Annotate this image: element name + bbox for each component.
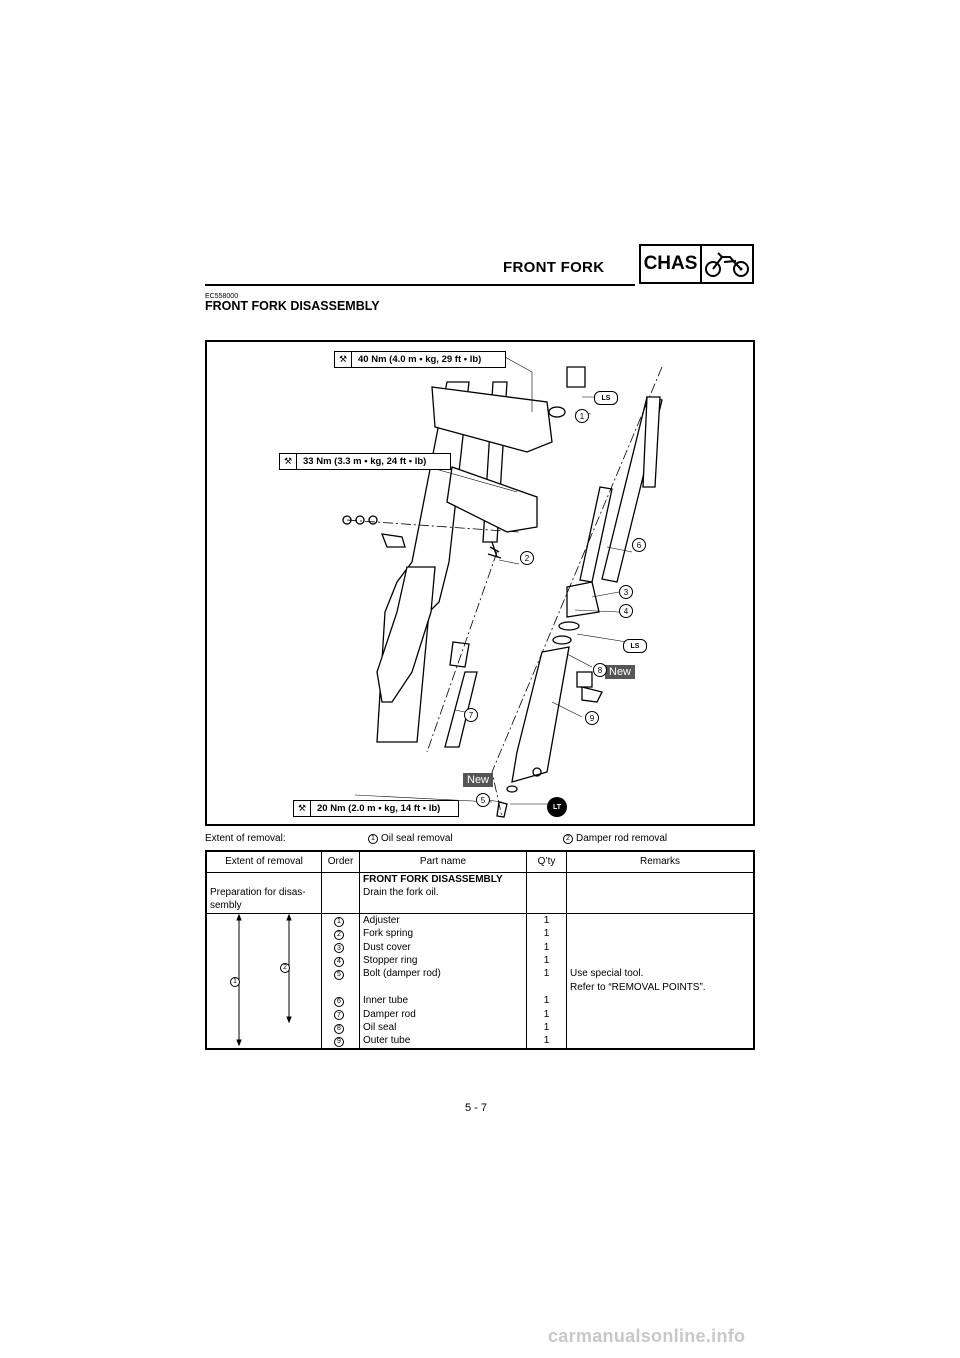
table-row: 5 Bolt (damper rod) 1 Use special tool. Refer to “REMOVAL POINTS”. — [206, 967, 754, 994]
watermark: carmanualsonline.info — [548, 1326, 746, 1346]
header-rule — [205, 284, 635, 286]
extent-range-arrows — [210, 914, 318, 1046]
wrench-icon: ⚒ — [294, 801, 311, 816]
col-header-qty: Q’ty — [527, 851, 567, 873]
extent-item-2: 2 Damper rod removal — [563, 833, 667, 844]
prep-extent: Preparation for disas- sembly — [206, 873, 322, 914]
col-header-part: Part name — [360, 851, 527, 873]
extent-item-1: 1 Oil seal removal — [368, 833, 453, 844]
extent-marks-cell — [206, 913, 322, 1049]
page-number: 5 - 7 — [465, 1102, 488, 1114]
wrench-icon: ⚒ — [280, 454, 297, 469]
prep-part: FRONT FORK DISASSEMBLY Drain the fork oil. — [360, 873, 527, 914]
locking-agent-badge: LT — [547, 797, 567, 817]
extent-mark-1: 1 — [230, 977, 240, 987]
section-title: FRONT FORK DISASSEMBLY — [205, 299, 380, 313]
section-badge — [639, 244, 754, 284]
callout-5: 5 — [476, 793, 490, 807]
section-code: CHAS — [641, 246, 702, 282]
table-row: 7 Damper rod 1 — [206, 1008, 754, 1021]
motorcycle-icon — [702, 246, 752, 282]
callout-1: 1 — [575, 409, 589, 423]
torque-spec-2: ⚒ 33 Nm (3.3 m • kg, 24 ft • lb) — [279, 453, 451, 470]
wrench-icon: ⚒ — [335, 352, 352, 367]
table-row: 8 Oil seal 1 — [206, 1021, 754, 1034]
callout-2: 2 — [520, 551, 534, 565]
extent-label: Extent of removal: — [205, 833, 286, 844]
col-header-remarks: Remarks — [567, 851, 755, 873]
callout-7: 7 — [464, 708, 478, 722]
exploded-view-figure — [205, 340, 755, 826]
table-row: 4 Stopper ring 1 — [206, 954, 754, 967]
callout-4: 4 — [619, 604, 633, 618]
col-header-extent: Extent of removal — [206, 851, 322, 873]
document-code: EC558000 — [205, 293, 239, 300]
lithium-soap-grease-badge: LS — [594, 391, 618, 405]
lithium-soap-grease-badge: LS — [623, 639, 647, 653]
table-row-prep — [206, 873, 754, 914]
table-row: 2 Fork spring 1 — [206, 927, 754, 940]
disassembly-table — [205, 850, 755, 1050]
fork-exploded-diagram — [207, 342, 753, 824]
torque-spec-1: ⚒ 40 Nm (4.0 m • kg, 29 ft • lb) — [334, 351, 506, 368]
callout-3: 3 — [619, 585, 633, 599]
table-heading: FRONT FORK DISASSEMBLY — [363, 874, 503, 885]
table-row: 1 2 1 Adjuster 1 — [206, 913, 754, 927]
torque-spec-3: ⚒ 20 Nm (2.0 m • kg, 14 ft • lb) — [293, 800, 459, 817]
page-header-title: FRONT FORK — [503, 259, 605, 276]
table-row: 9 Outer tube 1 — [206, 1034, 754, 1048]
callout-8: 8 — [593, 663, 607, 677]
extent-mark-2: 2 — [280, 963, 290, 973]
new-part-tag: New — [605, 665, 635, 679]
table-row: 6 Inner tube 1 — [206, 994, 754, 1007]
table-row: 3 Dust cover 1 — [206, 941, 754, 954]
callout-9: 9 — [585, 711, 599, 725]
new-part-tag: New — [463, 773, 493, 787]
callout-6: 6 — [632, 538, 646, 552]
col-header-order: Order — [322, 851, 360, 873]
